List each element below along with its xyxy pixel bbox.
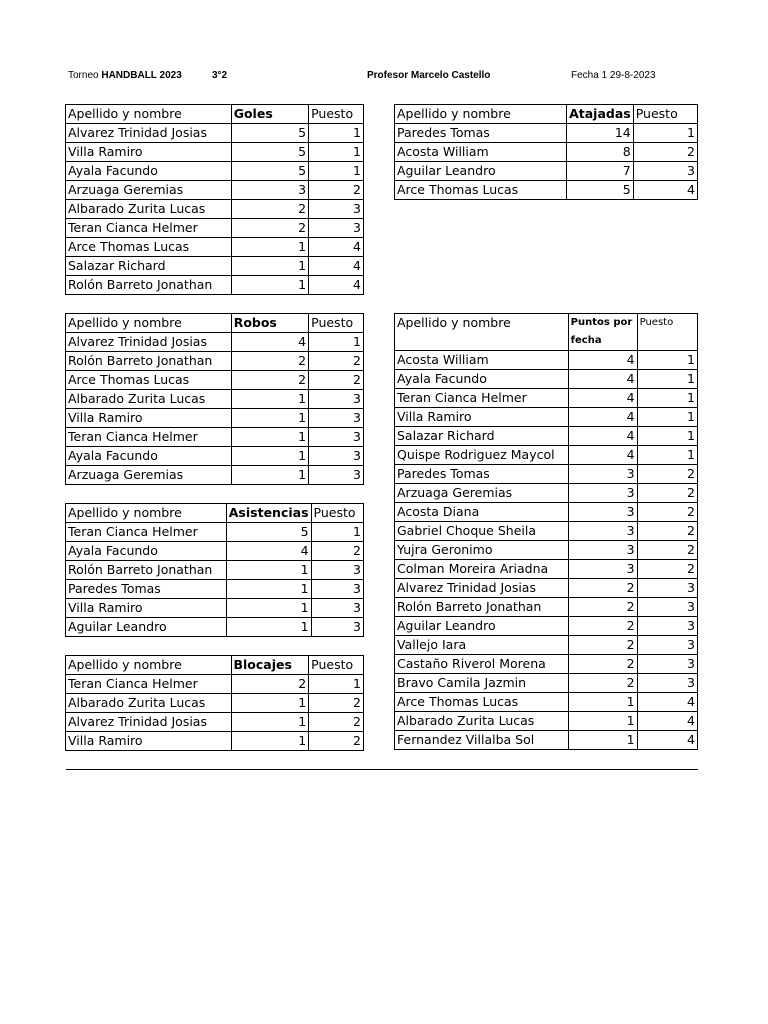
stat-value-cell: 5 [231, 162, 308, 181]
stat-value-cell: 2 [568, 579, 637, 598]
position-cell: 3 [309, 466, 364, 485]
table-row [395, 408, 698, 427]
player-name-cell: Villa Ramiro [66, 732, 232, 751]
player-name-cell: Fernandez Villalba Sol [395, 731, 569, 750]
position-cell: 2 [309, 181, 364, 200]
player-name-cell: Ayala Facundo [66, 447, 232, 466]
table-header-row [66, 105, 364, 124]
table-row [66, 276, 364, 295]
position-cell: 3 [311, 599, 363, 618]
header-asistencias: Asistencias [226, 504, 311, 523]
atajadas-table [394, 104, 698, 200]
table-row [395, 731, 698, 750]
position-cell: 1 [637, 427, 697, 446]
player-name-cell: Ayala Facundo [66, 542, 227, 561]
table-row [66, 523, 364, 542]
position-cell: 3 [311, 618, 363, 637]
table-row [395, 465, 698, 484]
header-name: Apellido y nombre [66, 656, 232, 675]
position-cell: 1 [633, 124, 697, 143]
table-row [66, 238, 364, 257]
table-row [66, 333, 364, 352]
player-name-cell: Albarado Zurita Lucas [66, 200, 232, 219]
table-row [395, 598, 698, 617]
position-cell: 2 [309, 352, 364, 371]
player-name-cell: Arzuaga Geremias [66, 466, 232, 485]
table-row [66, 599, 364, 618]
header-puesto: Puesto [309, 105, 364, 124]
player-name-cell: Paredes Tomas [395, 465, 569, 484]
stat-value-cell: 3 [568, 522, 637, 541]
table-row [66, 713, 364, 732]
stat-value-cell: 2 [231, 675, 309, 694]
table-row [395, 579, 698, 598]
stat-value-cell: 2 [568, 674, 637, 693]
header-puesto: Puesto [637, 314, 697, 333]
stat-value-cell: 3 [568, 503, 637, 522]
stat-value-cell: 1 [231, 257, 308, 276]
teacher-name: Profesor Marcelo Castello [367, 70, 491, 81]
stat-value-cell: 1 [226, 599, 311, 618]
stat-value-cell: 2 [231, 219, 308, 238]
stat-value-cell: 4 [568, 408, 637, 427]
header-puesto-spacer [637, 332, 697, 351]
position-cell: 3 [637, 655, 697, 674]
stat-value-cell: 5 [231, 124, 308, 143]
table-header-row [66, 656, 364, 675]
position-cell: 3 [309, 409, 364, 428]
stat-value-cell: 2 [568, 655, 637, 674]
header-puesto: Puesto [309, 314, 364, 333]
player-name-cell: Arce Thomas Lucas [66, 371, 232, 390]
position-cell: 2 [637, 560, 697, 579]
player-name-cell: Teran Cianca Helmer [66, 523, 227, 542]
position-cell: 4 [309, 276, 364, 295]
player-name-cell: Teran Cianca Helmer [66, 428, 232, 447]
position-cell: 1 [309, 333, 364, 352]
position-cell: 1 [309, 162, 364, 181]
stat-value-cell: 8 [567, 143, 634, 162]
table-row [395, 655, 698, 674]
position-cell: 2 [633, 143, 697, 162]
stat-value-cell: 4 [226, 542, 311, 561]
stat-value-cell: 5 [226, 523, 311, 542]
stat-value-cell: 4 [568, 370, 637, 389]
table-row [395, 484, 698, 503]
table-row [395, 541, 698, 560]
table-row [66, 618, 364, 637]
stat-value-cell: 5 [567, 181, 634, 200]
player-name-cell: Acosta William [395, 143, 567, 162]
stat-value-cell: 4 [568, 351, 637, 370]
stat-value-cell: 3 [568, 465, 637, 484]
header-atajadas: Atajadas [567, 105, 634, 124]
table-row [395, 162, 698, 181]
player-name-cell: Salazar Richard [395, 427, 569, 446]
position-cell: 2 [309, 713, 364, 732]
table-row [66, 409, 364, 428]
position-cell: 3 [309, 219, 364, 238]
stat-value-cell: 1 [231, 732, 309, 751]
position-cell: 4 [637, 693, 697, 712]
robos-table [65, 313, 364, 485]
stat-value-cell: 2 [568, 617, 637, 636]
player-name-cell: Quispe Rodriguez Maycol [395, 446, 569, 465]
header-name: Apellido y nombre [395, 314, 569, 333]
position-cell: 4 [633, 181, 697, 200]
tournament-name: HANDBALL 2023 [101, 70, 182, 81]
player-name-cell: Arzuaga Geremias [395, 484, 569, 503]
stat-value-cell: 4 [568, 389, 637, 408]
position-cell: 3 [309, 390, 364, 409]
player-name-cell: Rolón Barreto Jonathan [395, 598, 569, 617]
position-cell: 2 [637, 503, 697, 522]
date-label: Fecha 1 29-8-2023 [571, 70, 656, 81]
position-cell: 3 [637, 617, 697, 636]
table-row [395, 693, 698, 712]
player-name-cell: Villa Ramiro [66, 599, 227, 618]
position-cell: 1 [309, 143, 364, 162]
position-cell: 3 [637, 598, 697, 617]
table-row [395, 503, 698, 522]
player-name-cell: Arce Thomas Lucas [66, 238, 232, 257]
player-name-cell: Paredes Tomas [395, 124, 567, 143]
division-label: 3°2 [212, 70, 228, 81]
table-row [395, 124, 698, 143]
player-name-cell: Salazar Richard [66, 257, 232, 276]
position-cell: 4 [637, 731, 697, 750]
player-name-cell: Arce Thomas Lucas [395, 693, 569, 712]
stat-value-cell: 4 [568, 446, 637, 465]
table-row [395, 636, 698, 655]
table-row [66, 542, 364, 561]
player-name-cell: Teran Cianca Helmer [66, 675, 232, 694]
stat-value-cell: 1 [568, 693, 637, 712]
goles-table [65, 104, 364, 295]
stat-value-cell: 5 [231, 143, 308, 162]
position-cell: 4 [309, 257, 364, 276]
bottom-divider [66, 769, 698, 770]
position-cell: 1 [637, 389, 697, 408]
asistencias-table [65, 503, 364, 637]
table-row [66, 732, 364, 751]
stat-value-cell: 3 [231, 181, 308, 200]
player-name-cell: Alvarez Trinidad Josias [66, 124, 232, 143]
table-row [395, 617, 698, 636]
stat-value-cell: 2 [231, 352, 308, 371]
stat-value-cell: 7 [567, 162, 634, 181]
table-row [395, 370, 698, 389]
stat-value-cell: 1 [568, 712, 637, 731]
table-row [395, 712, 698, 731]
header-puesto: Puesto [311, 504, 363, 523]
table-row [66, 257, 364, 276]
header-blocajes: Blocajes [231, 656, 309, 675]
table-header-row [66, 314, 364, 333]
position-cell: 3 [633, 162, 697, 181]
position-cell: 1 [637, 351, 697, 370]
stat-value-cell: 2 [568, 598, 637, 617]
position-cell: 1 [637, 408, 697, 427]
stat-value-cell: 1 [231, 276, 308, 295]
position-cell: 3 [637, 636, 697, 655]
stat-value-cell: 1 [231, 713, 309, 732]
player-name-cell: Teran Cianca Helmer [395, 389, 569, 408]
table-header-row [395, 314, 698, 333]
table-row [66, 694, 364, 713]
player-name-cell: Villa Ramiro [66, 409, 232, 428]
header-puesto: Puesto [633, 105, 697, 124]
position-cell: 2 [309, 371, 364, 390]
puntos-table [394, 313, 698, 750]
position-cell: 3 [311, 580, 363, 599]
stat-value-cell: 3 [568, 541, 637, 560]
stat-value-cell: 1 [231, 238, 308, 257]
player-name-cell: Aguilar Leandro [395, 162, 567, 181]
table-row [66, 561, 364, 580]
position-cell: 2 [637, 522, 697, 541]
player-name-cell: Yujra Geronimo [395, 541, 569, 560]
table-row [395, 389, 698, 408]
player-name-cell: Rolón Barreto Jonathan [66, 561, 227, 580]
position-cell: 2 [309, 694, 364, 713]
stat-value-cell: 1 [231, 390, 308, 409]
stat-value-cell: 1 [231, 409, 308, 428]
player-name-cell: Teran Cianca Helmer [66, 219, 232, 238]
stat-value-cell: 1 [226, 580, 311, 599]
player-name-cell: Colman Moreira Ariadna [395, 560, 569, 579]
stat-value-cell: 14 [567, 124, 634, 143]
position-cell: 4 [637, 712, 697, 731]
stat-value-cell: 4 [231, 333, 308, 352]
player-name-cell: Bravo Camila Jazmin [395, 674, 569, 693]
player-name-cell: Albarado Zurita Lucas [66, 694, 232, 713]
player-name-cell: Ayala Facundo [66, 162, 232, 181]
header-puesto: Puesto [309, 656, 364, 675]
player-name-cell: Castaño Riverol Morena [395, 655, 569, 674]
table-row [66, 371, 364, 390]
player-name-cell: Villa Ramiro [66, 143, 232, 162]
stat-value-cell: 4 [568, 427, 637, 446]
stat-value-cell: 2 [231, 371, 308, 390]
table-row [66, 219, 364, 238]
position-cell: 2 [637, 465, 697, 484]
position-cell: 1 [309, 124, 364, 143]
position-cell: 1 [309, 675, 364, 694]
player-name-cell: Alvarez Trinidad Josias [395, 579, 569, 598]
table-row [395, 427, 698, 446]
position-cell: 3 [309, 200, 364, 219]
player-name-cell: Arce Thomas Lucas [395, 181, 567, 200]
table-row [66, 447, 364, 466]
position-cell: 1 [637, 370, 697, 389]
player-name-cell: Acosta Diana [395, 503, 569, 522]
position-cell: 2 [309, 732, 364, 751]
player-name-cell: Aguilar Leandro [395, 617, 569, 636]
stat-value-cell: 1 [231, 694, 309, 713]
blocajes-table [65, 655, 364, 751]
header-name: Apellido y nombre [66, 504, 227, 523]
player-name-cell: Rolón Barreto Jonathan [66, 276, 232, 295]
table-row [395, 674, 698, 693]
position-cell: 1 [637, 446, 697, 465]
table-row [395, 560, 698, 579]
table-header-row-2 [395, 332, 698, 351]
header-name: Apellido y nombre [395, 105, 567, 124]
position-cell: 2 [311, 542, 363, 561]
stat-value-cell: 1 [226, 618, 311, 637]
stat-value-cell: 1 [231, 447, 308, 466]
header-goles: Goles [231, 105, 308, 124]
header-puntos-line2: fecha [568, 332, 637, 351]
player-name-cell: Alvarez Trinidad Josias [66, 713, 232, 732]
table-row [66, 143, 364, 162]
table-row [66, 580, 364, 599]
tournament-prefix: Torneo [68, 70, 99, 81]
position-cell: 2 [637, 541, 697, 560]
stat-value-cell: 3 [568, 560, 637, 579]
table-row [395, 143, 698, 162]
header-name-spacer [395, 332, 569, 351]
player-name-cell: Vallejo Iara [395, 636, 569, 655]
table-row [66, 675, 364, 694]
header-robos: Robos [231, 314, 308, 333]
table-row [395, 351, 698, 370]
position-cell: 2 [637, 484, 697, 503]
header-name: Apellido y nombre [66, 314, 232, 333]
position-cell: 3 [309, 447, 364, 466]
player-name-cell: Acosta William [395, 351, 569, 370]
position-cell: 3 [311, 561, 363, 580]
player-name-cell: Alvarez Trinidad Josias [66, 333, 232, 352]
player-name-cell: Albarado Zurita Lucas [395, 712, 569, 731]
player-name-cell: Ayala Facundo [395, 370, 569, 389]
stat-value-cell: 2 [231, 200, 308, 219]
table-row [395, 446, 698, 465]
table-header-row [66, 504, 364, 523]
stat-value-cell: 1 [568, 731, 637, 750]
player-name-cell: Rolón Barreto Jonathan [66, 352, 232, 371]
table-row [66, 352, 364, 371]
player-name-cell: Paredes Tomas [66, 580, 227, 599]
table-row [66, 466, 364, 485]
position-cell: 3 [637, 579, 697, 598]
table-row [66, 428, 364, 447]
table-row [66, 390, 364, 409]
stat-value-cell: 1 [231, 466, 308, 485]
table-row [66, 181, 364, 200]
player-name-cell: Albarado Zurita Lucas [66, 390, 232, 409]
position-cell: 4 [309, 238, 364, 257]
position-cell: 3 [309, 428, 364, 447]
player-name-cell: Villa Ramiro [395, 408, 569, 427]
table-row [395, 181, 698, 200]
table-row [395, 522, 698, 541]
tournament-title [68, 70, 182, 81]
stat-value-cell: 2 [568, 636, 637, 655]
stat-value-cell: 3 [568, 484, 637, 503]
player-name-cell: Arzuaga Geremias [66, 181, 232, 200]
table-header-row [395, 105, 698, 124]
header-puntos-line1: Puntos por [568, 314, 637, 333]
table-row [66, 162, 364, 181]
table-row [66, 124, 364, 143]
stat-value-cell: 1 [226, 561, 311, 580]
position-cell: 1 [311, 523, 363, 542]
header-name: Apellido y nombre [66, 105, 232, 124]
player-name-cell: Gabriel Choque Sheila [395, 522, 569, 541]
table-row [66, 200, 364, 219]
stat-value-cell: 1 [231, 428, 308, 447]
position-cell: 3 [637, 674, 697, 693]
player-name-cell: Aguilar Leandro [66, 618, 227, 637]
